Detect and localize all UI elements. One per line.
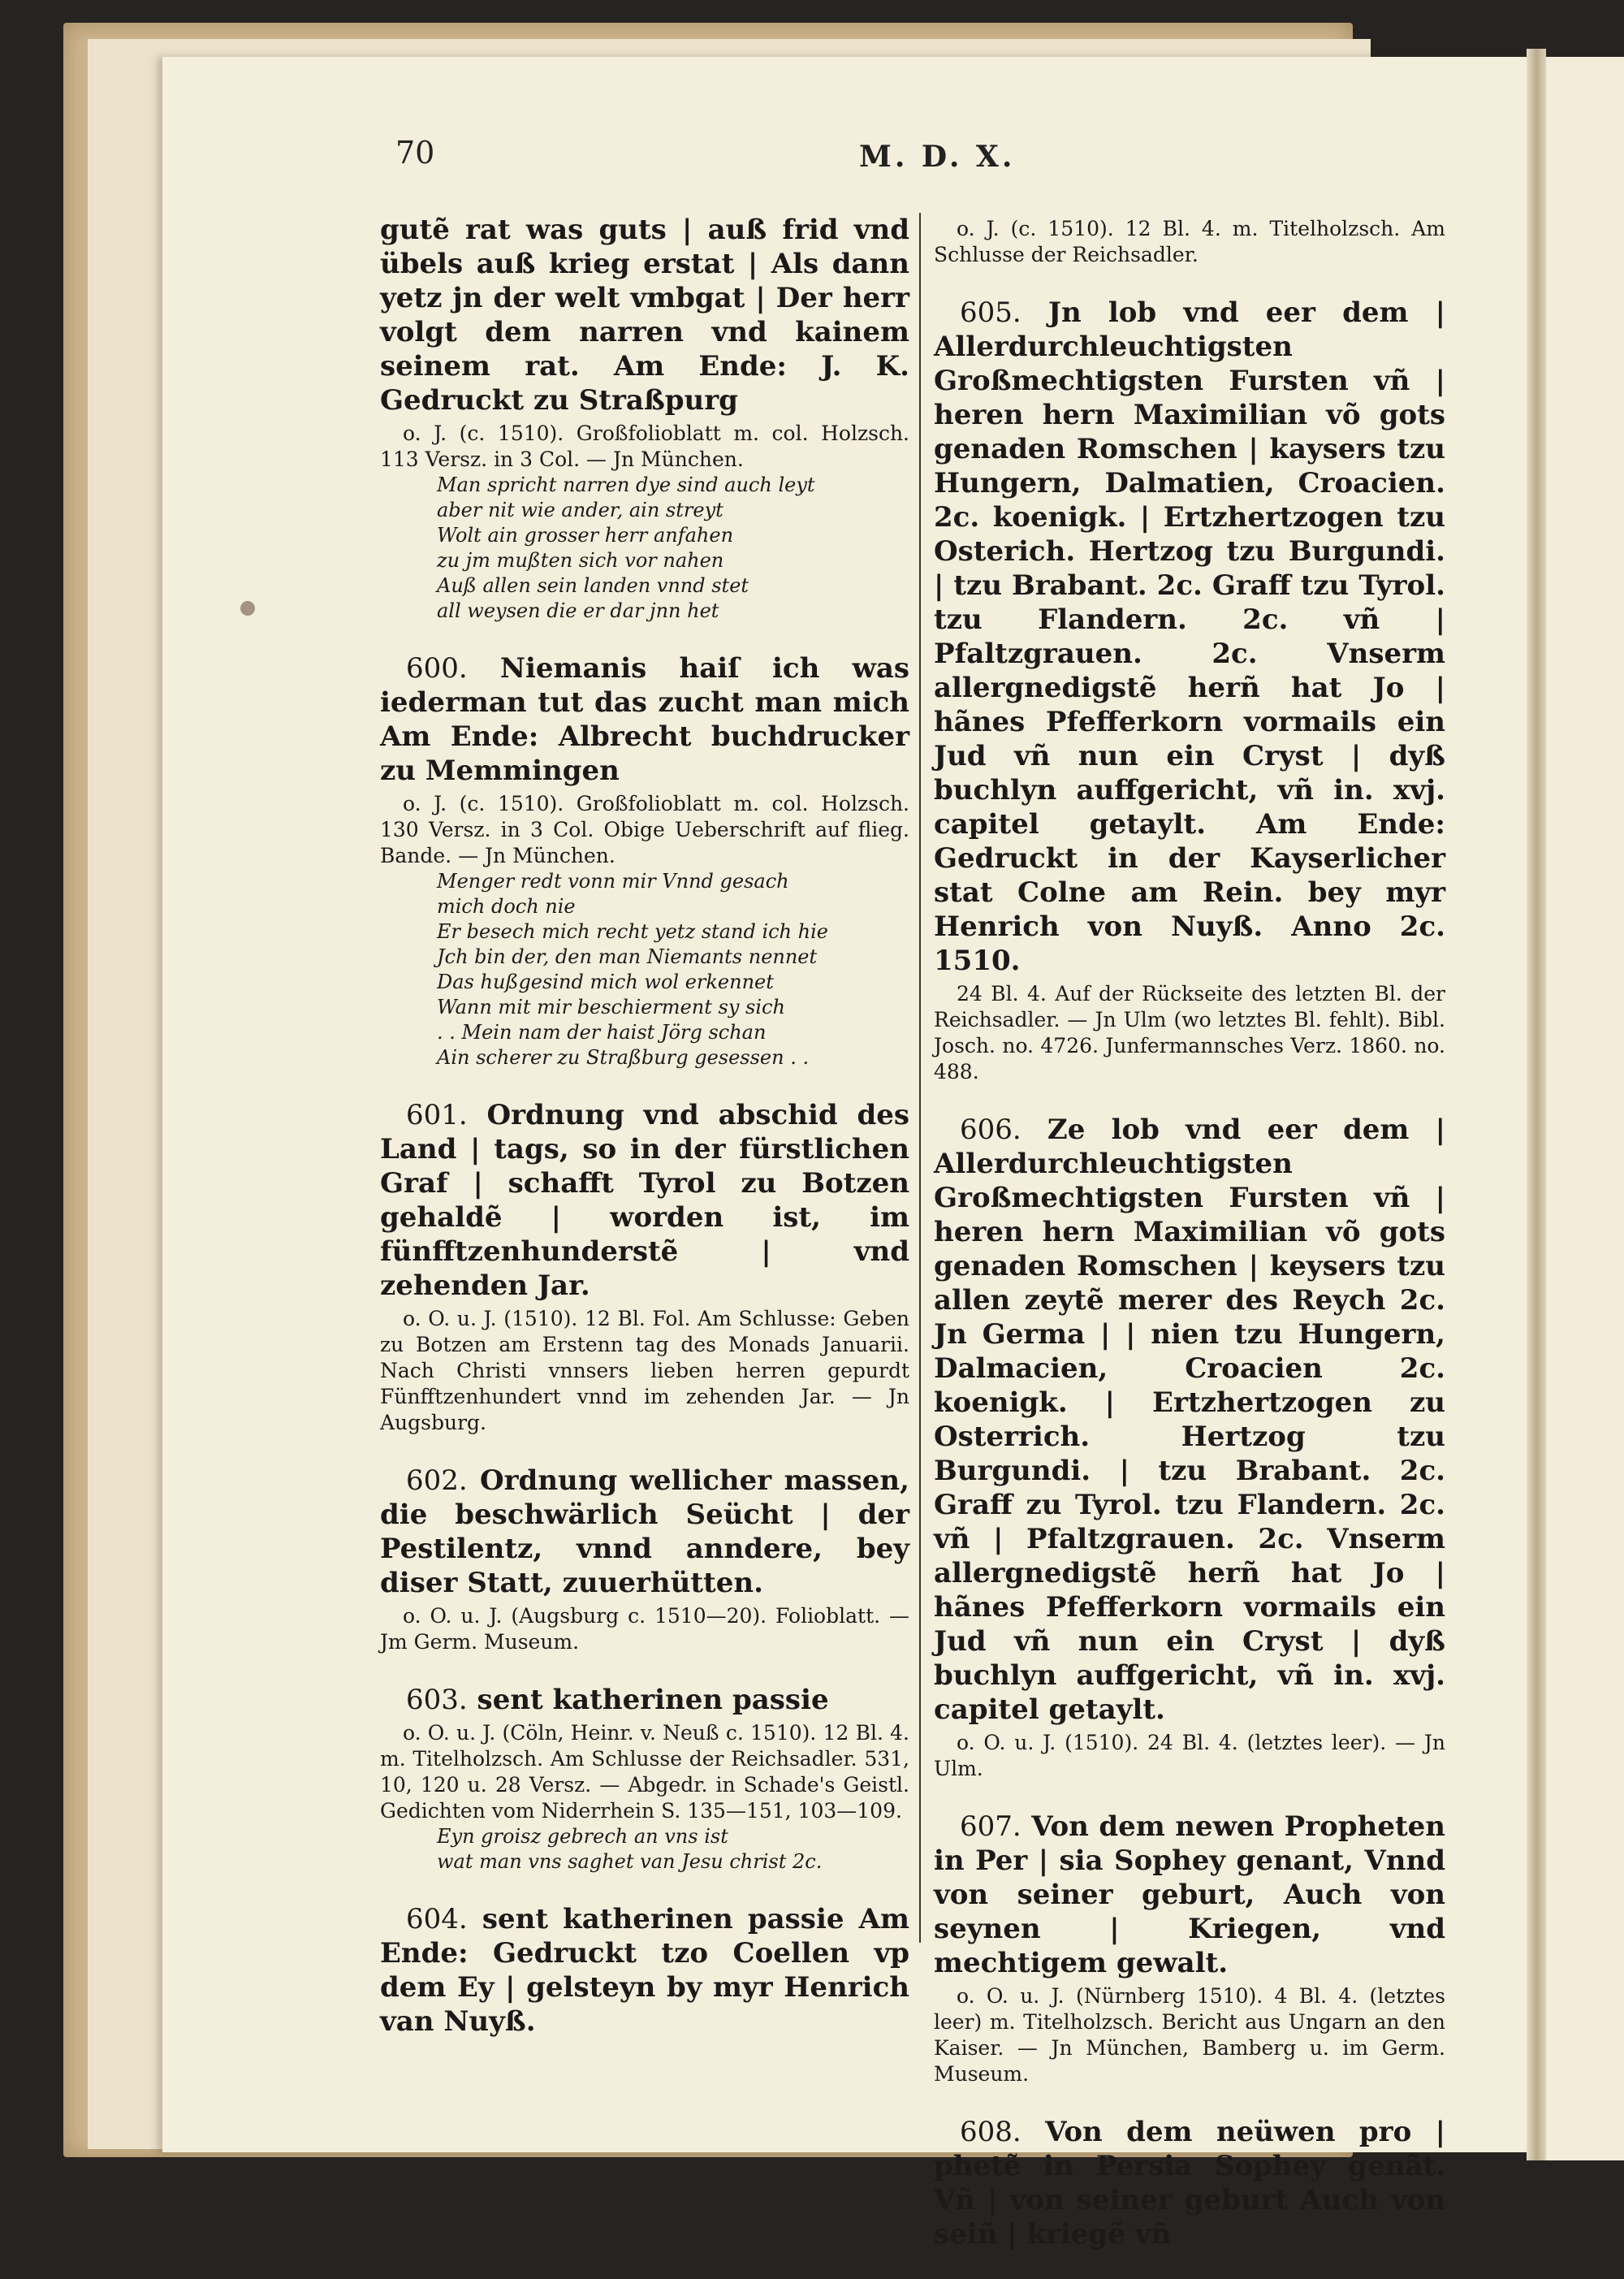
entry-title [380, 651, 909, 788]
entry-text: Jn lob vnd eer dem | Allerdurchleuchtigsten Großmechtigsten Fursten vñ | heren hern Maximilian võ gots genaden Romschen | kaysers tzu Hungern, Dalmatien, Croacien. 2c. koenigk. | Ertzhertzogen tzu Osterich. Hertzog tzu Burgundi. | tzu Brabant. 2c. Graff tzu Tyrol. tzu Flandern. 2c. vñ | Pfaltzgrauen. 2c. Vnserm allergnedigstẽ herñ hat Jo | hãnes Pfefferkorn vormails ein Jud vñ nun ein Cryst | dyß buchlyn auffgericht, vñ in. xvj. capitel getaylt. Am Ende: Gedruckt in der Kayserlicher stat Colne am Rein. bey myr Henrich von Nuyß. Anno 2c. 1510. [934, 296, 1445, 977]
entry-title [380, 1683, 909, 1717]
entry-note: o. J. (c. 1510). 12 Bl. 4. m. Titelholzsch. Am Schlusse der Reichsadler. [934, 217, 1445, 266]
verse-line: zu jm mußten sich vor nahen [437, 549, 724, 572]
entry-note: o. O. u. J. (Cöln, Heinr. v. Neuß c. 1510). 12 Bl. 4. m. Titelholzsch. Am Schlusse der Reichsadler. 531, 10, 120 u. 28 Versz. — Abgedr. in Schade's Geistl. Gedichten vom Niderrhein S. 135—151, 103—109. [380, 1721, 909, 1823]
entry-number: 604. [406, 1903, 468, 1935]
verse-line: Auß allen sein landen vnnd stet [437, 574, 749, 597]
verse-line: all weysen die er dar jnn het [437, 599, 719, 622]
entry-title [380, 1902, 909, 2039]
book-spine [1527, 49, 1546, 2160]
entry-text: Ze lob vnd eer dem | Allerdurchleuchtigsten Großmechtigsten Fursten vñ | heren hern Maximilian võ gots genaden Romschen | keysers tzu allen zeytẽ merer des Reych 2c. Jn Germa | | nien tzu Hungern, Dalmacien, Croacien 2c. koenigk. | Ertzhertzogen zu Osterrich. Hertzog tzu Burgundi. | tzu Brabant. 2c. Graff zu Tyrol. tzu Flandern. 2c. vñ | Pfaltzgrauen. 2c. Vnserm allergnedigstẽ herñ hat Jo | hãnes Pfefferkorn vormails ein Jud vñ nun ein Cryst | dyß buchlyn auffgericht, vñ in. xvj. capitel getaylt. [934, 1114, 1445, 1726]
right-column [934, 213, 1445, 2279]
verse-line: mich doch nie [437, 895, 576, 918]
entry-text: Niemanis haiſ ich was iederman tut das zucht man mich Am Ende: Albrecht buchdrucker zu Memmingen [380, 652, 909, 787]
entry-number: 603. [406, 1684, 468, 1716]
entry-602 [380, 1464, 909, 1655]
entry-text: Ordnung vnd abschid des Land | tags, so in der fürstlichen Graf | schafft Tyrol zu Botzen gehaldẽ | worden ist, im fünfftzenhunderstẽ | vnd zehenden Jar. [380, 1099, 909, 1302]
verse-line: Ain scherer zu Straßburg gesessen . . [437, 1046, 810, 1069]
entry-continuation [934, 216, 1445, 268]
entry-text: sent katherinen passie [477, 1684, 829, 1716]
entry-608 [934, 2115, 1445, 2251]
entry-verse [380, 869, 909, 1070]
verse-line: Menger redt vonn mir Vnnd gesach [437, 870, 789, 893]
verse-line: Wolt ain grosser herr anfahen [437, 524, 734, 547]
entry-text: Von dem newen Propheten in Per | sia Sophey genant, Vnnd von seiner geburt, Auch von seynen | Kriegen, vnd mechtigem gewalt. [934, 1810, 1446, 1979]
entry-title [934, 2115, 1445, 2251]
entry-note: o. O. u. J. (1510). 12 Bl. Fol. Am Schlusse: Geben zu Botzen am Erstenn tag des Monads Januarii. Nach Christi vnnsers lieben herren gepurdt Fünfftzenhundert vnnd im zehenden Jar. — Jn Augsburg. [380, 1307, 909, 1434]
entry-text: Ordnung wellicher massen, die beschwärlich Seücht | der Pestilentz, vnnd anndere, bey diser Statt, zuuerhütten. [380, 1464, 909, 1599]
entry-number: 606. [960, 1114, 1021, 1146]
entry-title: gutẽ rat was guts | auß frid vnd übels auß krieg erstat | Als dann yetz jn der welt vmbgat | Der herr volgt dem narren vnd kainem seinem rat. Am Ende: J. K. Gedruckt zu Straßpurg [380, 214, 909, 417]
column-rule [919, 213, 921, 1943]
entry-607 [934, 1810, 1445, 2087]
entry-title [380, 1098, 909, 1303]
entry-601 [380, 1098, 909, 1436]
entry-note: o. J. (c. 1510). Großfolioblatt m. col. Holzsch. 113 Versz. in 3 Col. — Jn München. [380, 422, 909, 471]
left-column [380, 213, 909, 2066]
verse-line: wat man vns saghet van Jesu christ 2c. [437, 1850, 823, 1873]
verse-line: Jch bin der, den man Niemants nennet [437, 945, 818, 968]
entry-verse [380, 473, 909, 624]
entry-title [934, 296, 1445, 978]
entry-note: o. O. u. J. (Nürnberg 1510). 4 Bl. 4. (letztes leer) m. Titelholzsch. Bericht aus Ungarn an den Kaiser. — Jn München, Bamberg u. im Germ. Museum. [934, 1984, 1445, 2086]
entry-note: o. O. u. J. (1510). 24 Bl. 4. (letztes leer). — Jn Ulm. [934, 1731, 1445, 1780]
entry-number: 600. [406, 652, 468, 685]
entry-603 [380, 1683, 909, 1875]
entry-text: Von dem neüwen pro | phetẽ in Persia Sophey genãt. Vñ | von seiner geburt Auch von seiñ | kriegẽ vñ [934, 2116, 1445, 2251]
verse-line: Wann mit mir beschierment sy sich [437, 996, 785, 1018]
verse-line: . . Mein nam der haist Jörg schan [437, 1021, 767, 1044]
verse-line: Eyn groisz gebrech an vns ist [437, 1825, 728, 1848]
entry-600 [380, 651, 909, 1070]
entry-604 [380, 1902, 909, 2039]
entry-text: sent katherinen passie Am Ende: Gedruckt tzo Coellen vp dem Ey | gelsteyn by myr Henrich van Nuyß. [380, 1903, 909, 2038]
entry-number: 608. [960, 2116, 1021, 2148]
entry-title [934, 1810, 1445, 1980]
page-number: 70 [395, 135, 435, 171]
running-title: M. D. X. [859, 140, 1016, 174]
verse-line: Das hußgesind mich wol erkennet [437, 971, 774, 993]
entry-number: 601. [406, 1099, 468, 1131]
entry-verse [380, 1824, 909, 1875]
ink-spot [240, 601, 255, 616]
entry-605 [934, 296, 1445, 1085]
entry-title [380, 1464, 909, 1600]
verse-line: Man spricht narren dye sind auch leyt [437, 474, 815, 496]
entry-number: 605. [960, 296, 1021, 329]
entry-606 [934, 1113, 1445, 1782]
next-page-edge [1546, 57, 1624, 2160]
entry-number: 602. [406, 1464, 468, 1497]
entry-continuation [380, 213, 909, 624]
entry-title [934, 1113, 1445, 1727]
entry-note: 24 Bl. 4. Auf der Rückseite des letzten Bl. der Reichsadler. — Jn Ulm (wo letztes Bl. fehlt). Bibl. Josch. no. 4726. Junfermannsches Verz. 1860. no. 488. [934, 982, 1445, 1083]
verse-line: aber nit wie ander, ain streyt [437, 499, 723, 521]
entry-note: o. O. u. J. (Augsburg c. 1510—20). Folioblatt. — Jm Germ. Museum. [380, 1604, 909, 1654]
entry-note: o. J. (c. 1510). Großfolioblatt m. col. Holzsch. 130 Versz. in 3 Col. Obige Ueberschrift auf flieg. Bande. — Jn München. [380, 792, 909, 867]
entry-number: 607. [960, 1810, 1021, 1843]
verse-line: Er besech mich recht yetz stand ich hie [437, 920, 828, 943]
